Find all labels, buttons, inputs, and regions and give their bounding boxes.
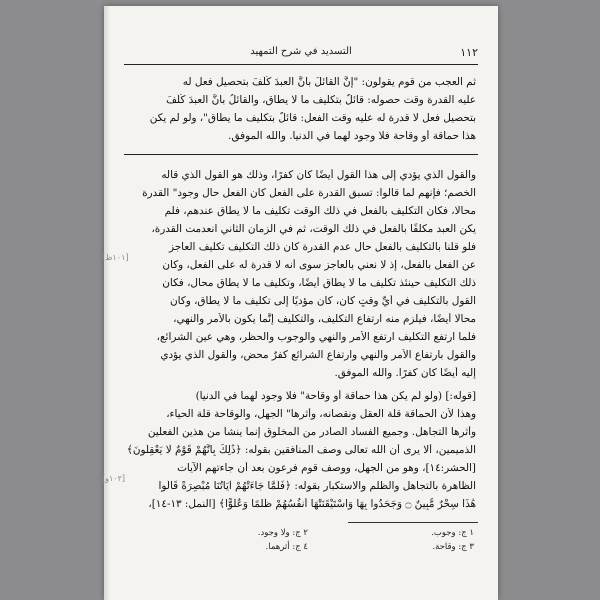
text-line: وهذا لأن الحماقة قلة العقل ونقصانه، وأثرها" الجهل، والوقاحة قلة الحياء، [166,408,476,420]
footnote: ١ ج: وجوب. [431,528,474,538]
margin-folio-note: [١٠١ظ] [102,253,129,262]
text-line: الخصم؛ فإنهم لما قالوا: تسبق القدرة على الفعل كان الفعل حال وجود" القدرة [142,187,476,199]
footnote: ٤ ج: أثرهما. [265,542,308,552]
text-line: والقول الذي يؤدي إلى هذا القول أيضًا كان كفرًا، وذلك هو القول الذي قاله [161,169,476,181]
text-line: القول بالتكليف في أيِّ وقتٍ كان، كان مؤديًا إلى تكليف ما لا يطاق، وكان [170,295,476,307]
text-line: محالًا، فكان التكليف بالفعل في ذلك الوقت تكليف ما لا يطاق عندهم، فلم [164,205,476,217]
header-rule [124,64,478,65]
text-line: يكن العبد مكلفًا بالفعل في ذلك الوقت، ثم في الزمان الثاني انعدمت القدرة، [151,223,476,235]
text-line: الذميمين، ألا يرى أن الله تعالى وصف المنافقين بقوله: ﴿ذَٰلِكَ بِأَنَّهُمْ قَوْمٌ لَّا يَعْقِلُونَ﴾ [126,444,476,456]
text-line: ذلك التكليف حينئذ تكليف ما لا يطاق أيضًا، وتكليف ما لا يطاق محال، فكان [162,277,476,289]
text-line: [الحشر:١٤]، وهو من الجهل، ووصف قوم فرعون بعد أن جاءتهم الآيات [177,462,476,474]
margin-folio-note: [١٠٢و] [102,474,126,483]
text-line: والقول بارتفاع الأمر والنهي وارتفاع الشرائع كفرٌ محض، والقول الذي يؤدي [160,349,476,361]
text-line: هذا حماقة أو وقاحة فلا وجود لهما في الدنيا. والله الموفق. [228,130,476,142]
footnote: ٢ ج: ولا وجود. [257,528,308,538]
book-page [104,6,498,600]
footnote-rule [348,522,478,523]
text-line: هَٰذَا سِحْرٌ مُّبِينٌ ۝ وَجَحَدُوا بِهَا وَاسْتَيْقَنَتْهَا أَنفُسُهُمْ ظُلْمًا وَعُلُوًّا﴾ [النمل: ١٣-١٤]، [148,498,476,510]
text-line: فلو قلنا بالتكليف بالفعل حال عدم القدرة كان ذلك التكليف تكليف العاجز [169,241,476,253]
text-line: عن الفعل بالفعل، إذ لا نعني بالعاجز سوى أنه لا قدرة له على الفعل، وكان [162,259,476,271]
text-line: إليه أيضًا كان كفرًا. والله الموفق. [334,367,476,379]
page-spine-shadow [104,6,110,600]
text-line: فلما ارتفع التكليف ارتفع الأمر والنهي والوجوب والحظر، وهي عين الشرائع، [156,331,476,343]
running-title: التسديد في شرح التمهيد [250,46,352,57]
text-line: محالًا أيضًا، فيلزم منه ارتفاع التكليف، والتكليف إنَّما يكون بالأمر والنهي، [173,313,476,325]
section-rule [124,154,478,155]
page-header [124,46,478,62]
text-line: بتحصيل فعل لا قدرة له عليه وقت الفعل: قائلٌ بتكليف ما يطاق"، ولو لم يكن [149,112,476,124]
text-line: عليه القدرة وقت حصوله: قائلٌ بتكليف ما لا يطاق، والقائلُ بأنَّ العبدَ كُلِّفَ [166,94,476,106]
text-line: وأثرها التجاهل. وجميع الفساد الصادر من المخلوق إنما ينشأ من هذين الفعلين [147,426,476,438]
page-number: ١١٢ [460,46,478,59]
commentary-heading: [قوله:] (ولو لم يكن هذا حماقة أو وقاحة" فلا وجود لهما في الدنيا) [195,390,476,402]
text-line: الظاهرة بالتجاهل والظلم والاستكبار بقوله: ﴿فَلَمَّا جَاءَتْهُمْ آيَاتُنَا مُبْصِرَةً قَالُوا [158,480,476,492]
text-line: ثم العجب من قوم يقولون: "إنَّ القائلَ بأنَّ العبدَ كُلِّفَ بتحصيل فعل له [182,76,476,88]
footnote: ٣ ج: وقاحة. [432,542,474,552]
